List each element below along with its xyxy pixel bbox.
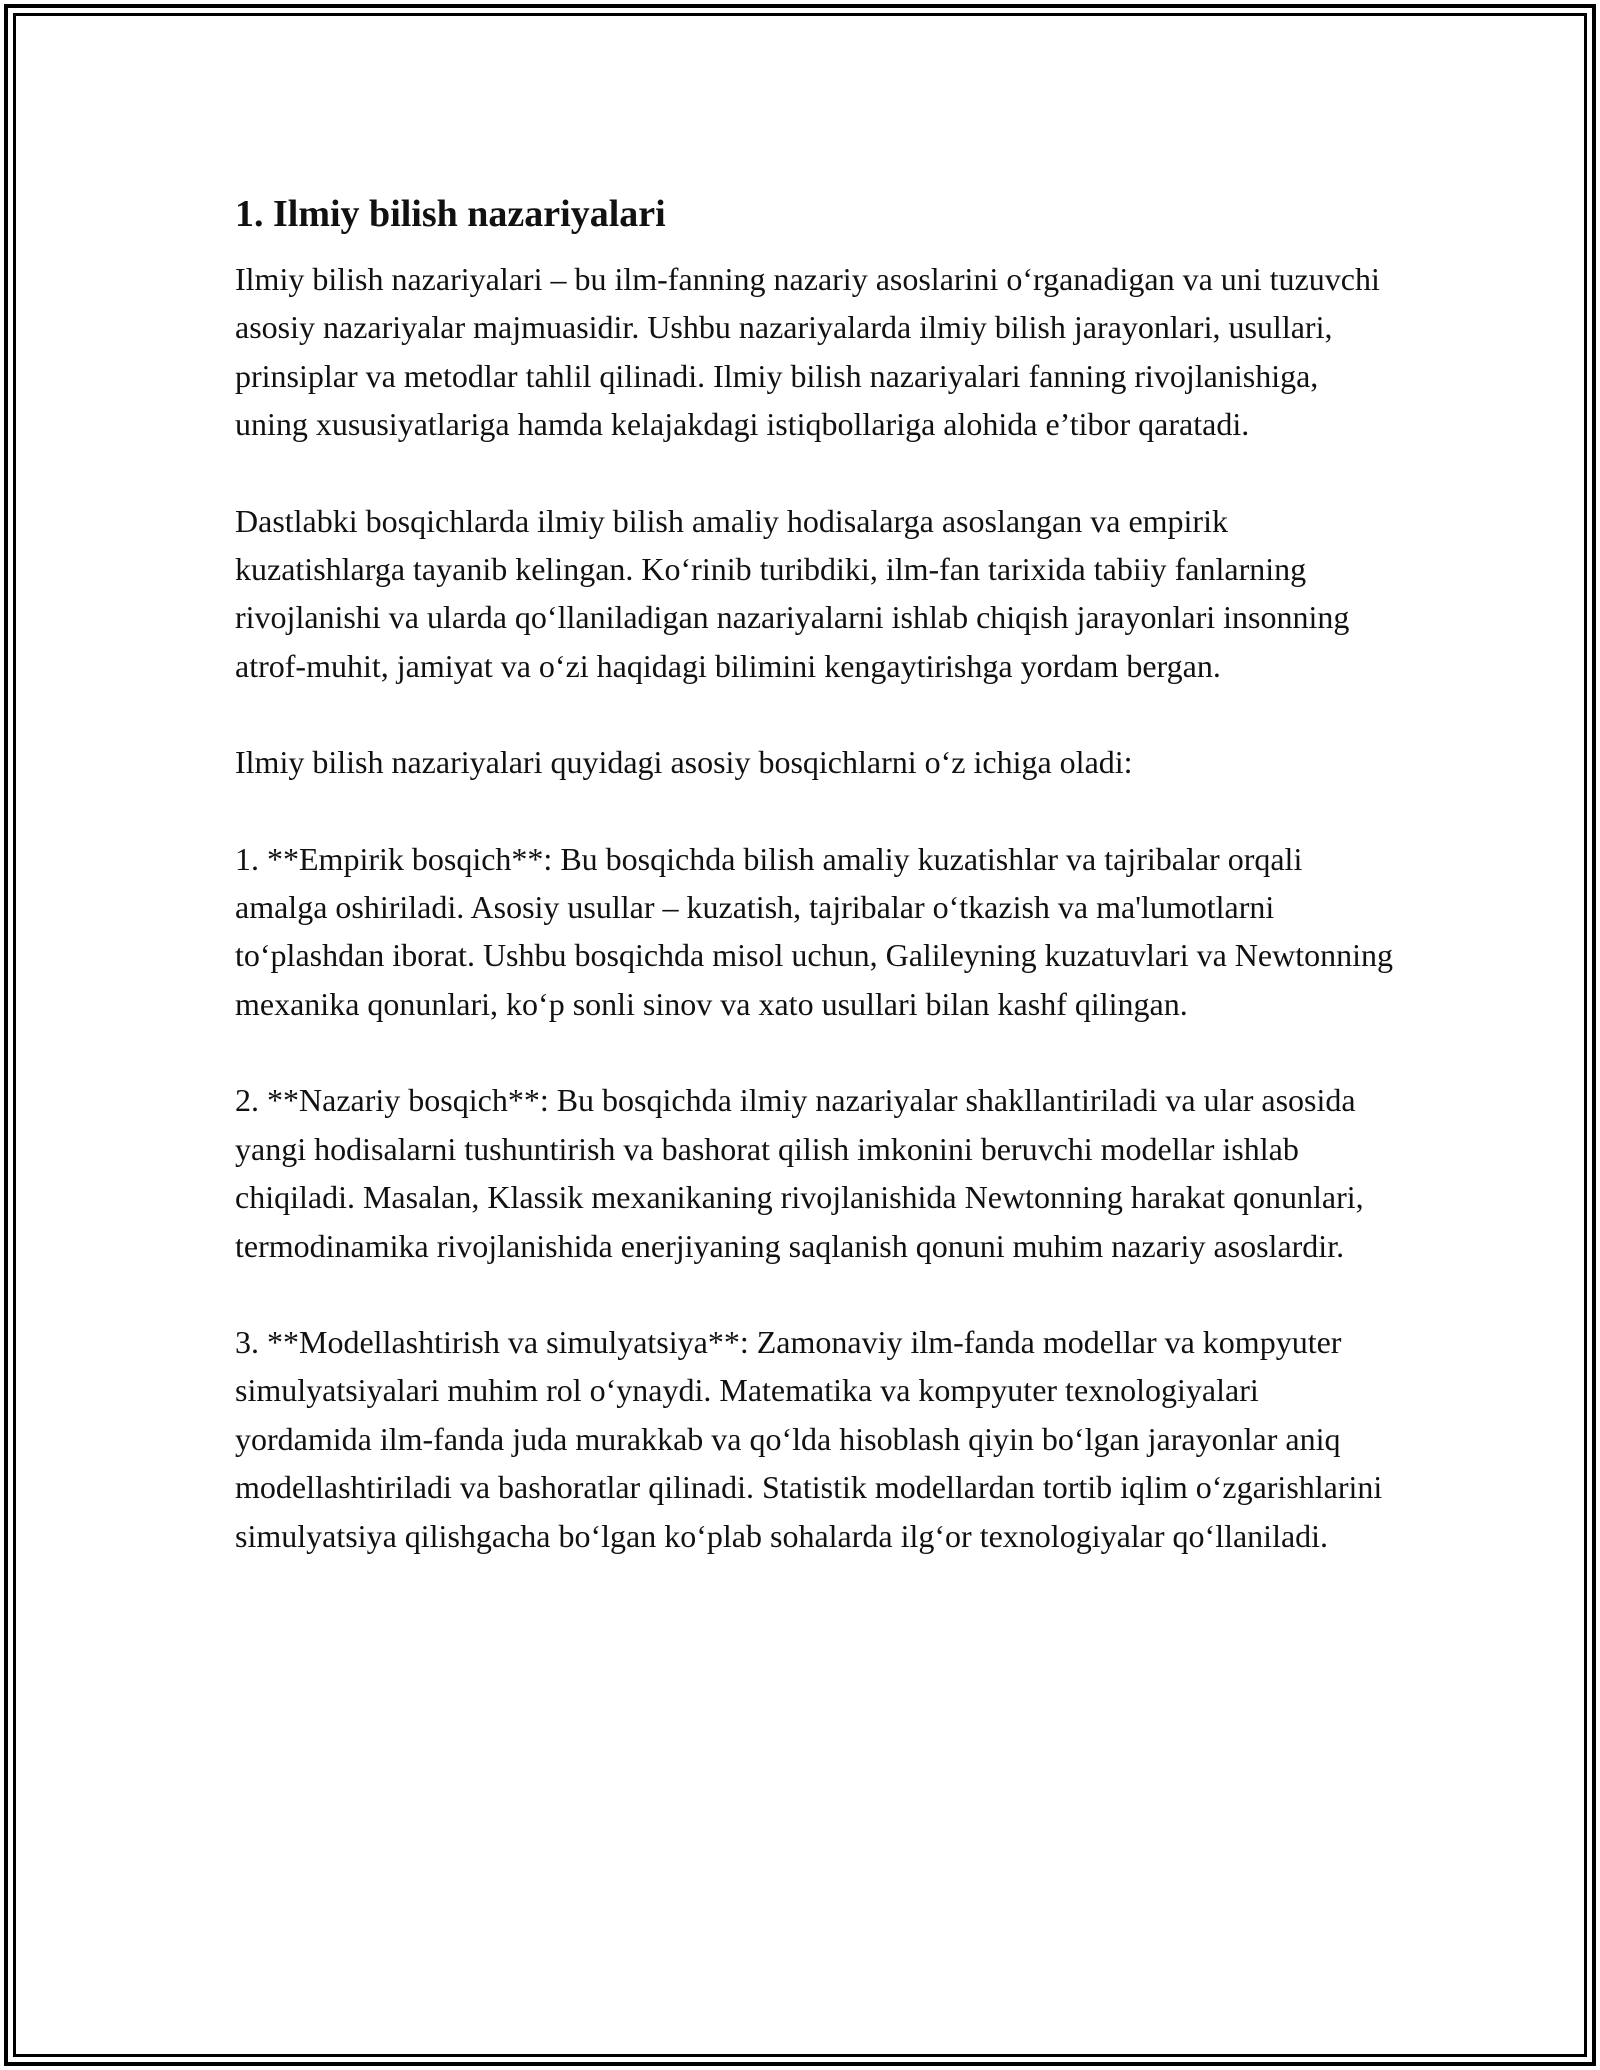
- paragraph-history: Dastlabki bosqichlarda ilmiy bilish amaliy hodisalarga asoslangan va empirik kuzatishlarga tayanib kelingan. Ko‘rinib turibdiki, ilm-fan tarixida tabiiy fanlarning rivojlanishi va ularda qo‘llaniladigan nazariyalarni ishlab chiqish jarayonlari insonning atrof-muhit, jamiyat va o‘zi haqidagi bilimini kengaytirishga yordam bergan.: [235, 502, 1350, 684]
- section-heading: 1. Ilmiy bilish nazariyalari: [235, 193, 666, 235]
- document-body: [235, 186, 1395, 1608]
- paragraph-stage-empirical: 1. **Empirik bosqich**: Bu bosqichda bilish amaliy kuzatishlar va tajribalar orqali amalga oshiriladi. Asosiy usullar – kuzatish, tajribalar o‘tkazish va ma'lumotlarni to‘plashdan iborat. Ushbu bosqichda misol uchun, Galileyning kuzatuvlari va Newtonning mexanika qonunlari, ko‘p sonli sinov va xato usullari bilan kashf qilingan.: [235, 840, 1393, 1022]
- paragraph-stage-theoretical: 2. **Nazariy bosqich**: Bu bosqichda ilmiy nazariyalar shakllantiriladi va ular asosida yangi hodisalarni tushuntirish va bashorat qilish imkonini beruvchi modellar ishlab chiqiladi. Masalan, Klassik mexanikaning rivojlanishida Newtonning harakat qonunlari, termodinamika rivojlanishida enerjiyaning saqlanish qonuni muhim nazariy asoslardir.: [235, 1082, 1364, 1264]
- paragraph-stages-intro: Ilmiy bilish nazariyalari quyidagi asosiy bosqichlarni o‘z ichiga oladi:: [235, 744, 1133, 781]
- paragraph-stage-modeling: 3. **Modellashtirish va simulyatsiya**: Zamonaviy ilm-fanda modellar va kompyuter simulyatsiyalari muhim rol o‘ynaydi. Matematika va kompyuter texnologiyalari yordamida ilm-fanda juda murakkab va qo‘lda hisoblash qiyin bo‘lgan jarayonlar aniq modellashtiriladi va bashoratlar qilinadi. Statistik modellardan tortib iqlim o‘zgarishlarini simulyatsiya qilishgacha bo‘lgan ko‘plab sohalarda ilg‘or texnologiyalar qo‘llaniladi.: [235, 1323, 1383, 1554]
- paragraph-intro: Ilmiy bilish nazariyalari – bu ilm-fanning nazariy asoslarini o‘rganadigan va uni tuzuvchi asosiy nazariyalar majmuasidir. Ushbu nazariyalarda ilmiy bilish jarayonlari, usullari, prinsiplar va metodlar tahlil qilinadi. Ilmiy bilish nazariyalari fanning rivojlanishiga, uning xususiyatlariga hamda kelajakdagi istiqbollariga alohida e’tibor qaratadi.: [235, 261, 1380, 443]
